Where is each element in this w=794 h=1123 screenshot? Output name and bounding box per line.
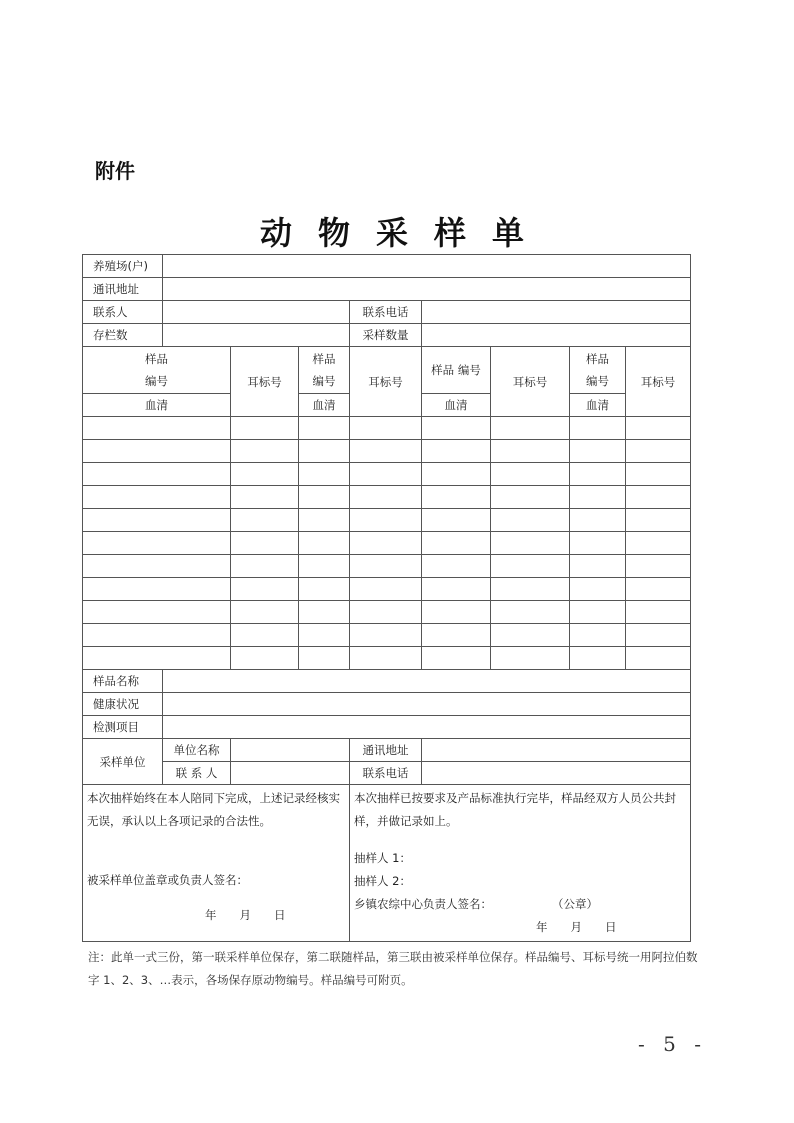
- center-signature-line: [354, 893, 686, 916]
- sample-cell[interactable]: [570, 463, 626, 486]
- phone-input[interactable]: [422, 301, 691, 324]
- sample-cell[interactable]: [422, 486, 491, 509]
- sample-cell[interactable]: [491, 601, 570, 624]
- sample-cell[interactable]: [299, 601, 350, 624]
- unit-name-label: 单位名称: [163, 739, 231, 762]
- sample-cell[interactable]: [491, 624, 570, 647]
- serum-label-1: 血清: [83, 394, 231, 417]
- sample-cell[interactable]: [491, 440, 570, 463]
- sample-cell[interactable]: [231, 624, 299, 647]
- sample-cell[interactable]: [350, 463, 422, 486]
- sample-row: [83, 440, 691, 463]
- sample-cell[interactable]: [83, 463, 231, 486]
- sample-row: [83, 601, 691, 624]
- sample-cell[interactable]: [491, 647, 570, 670]
- sample-name-input[interactable]: [163, 670, 691, 693]
- sample-rows: [83, 417, 691, 670]
- sample-cell[interactable]: [231, 486, 299, 509]
- sample-cell[interactable]: [570, 555, 626, 578]
- stock-label: 存栏数: [83, 324, 163, 347]
- sample-cell[interactable]: [626, 486, 691, 509]
- unit-name-input[interactable]: [231, 739, 350, 762]
- sampler-declaration: [350, 785, 691, 942]
- sample-cell[interactable]: [491, 417, 570, 440]
- sample-name-label: 样品名称: [83, 670, 163, 693]
- sample-cell[interactable]: [83, 417, 231, 440]
- farm-label: 养殖场(户): [83, 255, 163, 278]
- sample-qty-input[interactable]: [422, 324, 691, 347]
- sample-cell[interactable]: [83, 555, 231, 578]
- phone-label: 联系电话: [350, 301, 422, 324]
- sample-cell[interactable]: [491, 532, 570, 555]
- sample-cell[interactable]: [626, 601, 691, 624]
- ear-tag-header-3: 耳标号: [491, 347, 570, 417]
- sample-row: [83, 417, 691, 440]
- sample-row: [83, 463, 691, 486]
- sample-cell[interactable]: [299, 532, 350, 555]
- sample-cell[interactable]: [350, 555, 422, 578]
- sample-cell[interactable]: [231, 532, 299, 555]
- test-items-label: 检测项目: [83, 716, 163, 739]
- declaration-left-date: 年 月 日: [205, 908, 286, 922]
- sample-cell[interactable]: [491, 486, 570, 509]
- serum-label-3: 血清: [422, 394, 491, 417]
- sample-cell[interactable]: [626, 647, 691, 670]
- sample-row: [83, 578, 691, 601]
- test-items-input[interactable]: [163, 716, 691, 739]
- sample-cell[interactable]: [299, 624, 350, 647]
- sample-cell[interactable]: [350, 486, 422, 509]
- page-number: - 5 -: [638, 1032, 707, 1056]
- center-signature[interactable]: 乡镇农综中心负责人签名：: [354, 897, 492, 911]
- health-label: 健康状况: [83, 693, 163, 716]
- sample-number-header-1: 样品 编号: [83, 347, 231, 394]
- sample-cell[interactable]: [83, 486, 231, 509]
- sampler-1-signature[interactable]: 抽样人 1：: [354, 851, 411, 865]
- farm-input[interactable]: [163, 255, 691, 278]
- sample-cell[interactable]: [299, 647, 350, 670]
- sample-cell[interactable]: [422, 463, 491, 486]
- sample-cell[interactable]: [350, 601, 422, 624]
- sample-cell[interactable]: [299, 440, 350, 463]
- address-input[interactable]: [163, 278, 691, 301]
- ear-tag-header-1: 耳标号: [231, 347, 299, 417]
- sample-cell[interactable]: [570, 417, 626, 440]
- sample-number-header-4: 样品 编号: [570, 347, 626, 394]
- sample-number-header-2: 样品 编号: [299, 347, 350, 394]
- sample-cell[interactable]: [231, 440, 299, 463]
- sample-cell[interactable]: [626, 463, 691, 486]
- declaration-left-text: 本次抽样始终在本人陪同下完成，上述记录经核实无误，承认以上各项记录的合法性。: [87, 791, 340, 828]
- sample-cell[interactable]: [299, 463, 350, 486]
- sample-number-header-3: 样品 编号: [422, 347, 491, 394]
- sample-cell[interactable]: [570, 601, 626, 624]
- health-input[interactable]: [163, 693, 691, 716]
- sample-cell[interactable]: [491, 463, 570, 486]
- sample-cell[interactable]: [83, 647, 231, 670]
- sample-cell[interactable]: [350, 532, 422, 555]
- sample-cell[interactable]: [491, 555, 570, 578]
- sample-cell[interactable]: [83, 509, 231, 532]
- sample-cell[interactable]: [350, 509, 422, 532]
- sample-cell[interactable]: [422, 509, 491, 532]
- sample-cell[interactable]: [231, 417, 299, 440]
- sample-row: [83, 486, 691, 509]
- sampled-party-declaration: [83, 785, 350, 942]
- sample-cell[interactable]: [231, 555, 299, 578]
- sample-row: [83, 532, 691, 555]
- sample-cell[interactable]: [570, 532, 626, 555]
- unit-phone-label: 联系电话: [350, 762, 422, 785]
- sample-cell[interactable]: [231, 463, 299, 486]
- sampled-party-signature[interactable]: 被采样单位盖章或负责人签名：: [87, 873, 248, 887]
- sample-cell[interactable]: [299, 555, 350, 578]
- sample-cell[interactable]: [626, 509, 691, 532]
- sample-cell[interactable]: [422, 555, 491, 578]
- sample-row: [83, 647, 691, 670]
- sample-row: [83, 555, 691, 578]
- sampling-unit-label: 采样单位: [83, 739, 163, 785]
- sample-qty-label: 采样数量: [350, 324, 422, 347]
- serum-label-2: 血清: [299, 394, 350, 417]
- sample-cell[interactable]: [626, 578, 691, 601]
- attachment-label: 附件: [95, 159, 135, 183]
- unit-contact-input[interactable]: [231, 762, 350, 785]
- sample-cell[interactable]: [422, 647, 491, 670]
- unit-address-label: 通讯地址: [350, 739, 422, 762]
- sample-cell[interactable]: [299, 486, 350, 509]
- sampling-form: [82, 254, 691, 942]
- sample-cell[interactable]: [626, 532, 691, 555]
- sample-cell[interactable]: [422, 532, 491, 555]
- sample-row: [83, 509, 691, 532]
- sample-cell[interactable]: [231, 601, 299, 624]
- sample-cell[interactable]: [570, 578, 626, 601]
- sample-cell[interactable]: [299, 509, 350, 532]
- sample-cell[interactable]: [422, 440, 491, 463]
- sample-cell[interactable]: [350, 578, 422, 601]
- sample-cell[interactable]: [626, 555, 691, 578]
- sample-cell[interactable]: [570, 440, 626, 463]
- sample-cell[interactable]: [231, 509, 299, 532]
- unit-address-input[interactable]: [422, 739, 691, 762]
- sampler-2-signature[interactable]: 抽样人 2：: [354, 874, 411, 888]
- sample-cell[interactable]: [350, 440, 422, 463]
- official-seal: （公章）: [552, 897, 598, 911]
- unit-phone-input[interactable]: [422, 762, 691, 785]
- sample-cell[interactable]: [491, 578, 570, 601]
- sample-cell[interactable]: [422, 417, 491, 440]
- address-label: 通讯地址: [83, 278, 163, 301]
- sample-cell[interactable]: [491, 509, 570, 532]
- sample-cell[interactable]: [422, 601, 491, 624]
- sample-cell[interactable]: [570, 624, 626, 647]
- contact-input[interactable]: [163, 301, 350, 324]
- sample-cell[interactable]: [422, 578, 491, 601]
- sample-cell[interactable]: [570, 647, 626, 670]
- footnote: 注：此单一式三份，第一联采样单位保存，第二联随样品，第三联由被采样单位保存。样品编号、耳标号统一用阿拉伯数字 1、2、3、…表示，各场保存原动物编号。样品编号可附页。: [88, 950, 698, 987]
- sample-cell[interactable]: [231, 578, 299, 601]
- sample-cell[interactable]: [231, 647, 299, 670]
- ear-tag-header-4: 耳标号: [626, 347, 691, 417]
- unit-contact-label: 联 系 人: [163, 762, 231, 785]
- serum-label-4: 血清: [570, 394, 626, 417]
- sample-cell[interactable]: [626, 417, 691, 440]
- sample-cell[interactable]: [83, 624, 231, 647]
- sample-cell[interactable]: [83, 532, 231, 555]
- sample-cell[interactable]: [299, 417, 350, 440]
- contact-label: 联系人: [83, 301, 163, 324]
- sample-cell[interactable]: [570, 486, 626, 509]
- sample-cell[interactable]: [83, 578, 231, 601]
- sample-cell[interactable]: [83, 601, 231, 624]
- page-title: 动物采样单: [259, 214, 550, 252]
- sample-cell[interactable]: [299, 578, 350, 601]
- sample-row: [83, 624, 691, 647]
- sample-cell[interactable]: [350, 624, 422, 647]
- declaration-right-date: 年 月 日: [536, 920, 617, 934]
- sample-cell[interactable]: [626, 624, 691, 647]
- sample-cell[interactable]: [422, 624, 491, 647]
- declaration-right-text: 本次抽样已按要求及产品标准执行完毕，样品经双方人员公共封样，并做记录如上。: [354, 791, 676, 828]
- stock-input[interactable]: [163, 324, 350, 347]
- sample-cell[interactable]: [83, 440, 231, 463]
- sample-cell[interactable]: [350, 417, 422, 440]
- ear-tag-header-2: 耳标号: [350, 347, 422, 417]
- sample-cell[interactable]: [626, 440, 691, 463]
- sample-cell[interactable]: [570, 509, 626, 532]
- sample-cell[interactable]: [350, 647, 422, 670]
